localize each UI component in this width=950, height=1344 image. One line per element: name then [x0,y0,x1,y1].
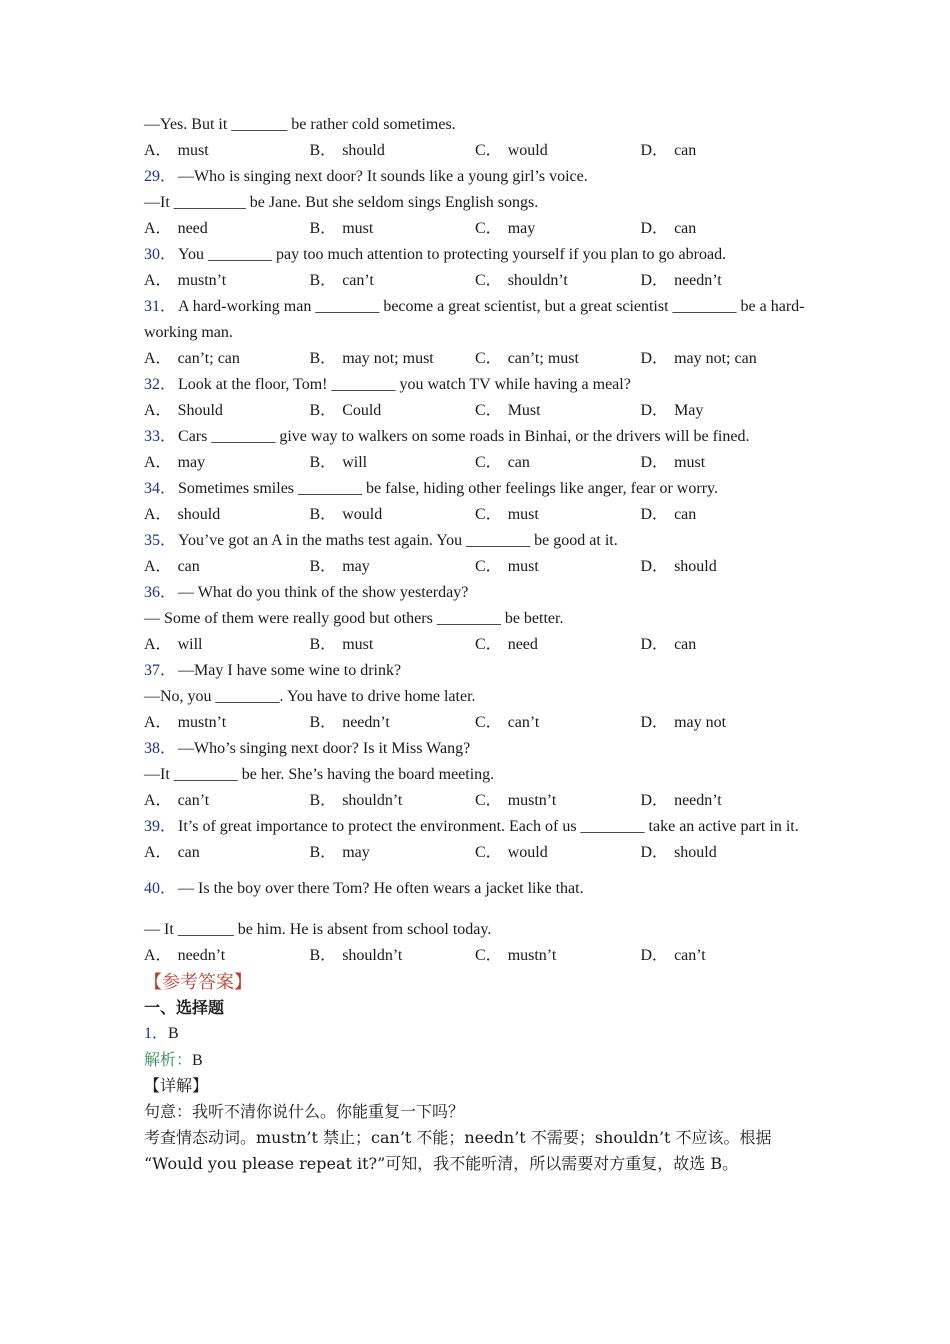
question-text: A hard-working man ________ become a great scientist, but a great scientist ________ be a hard-working man. [144,298,805,341]
question-number: 33． [144,428,177,445]
option-letter: C． [475,506,502,523]
option-letter: B． [309,792,337,809]
option-text: can’t; must [507,350,579,367]
option-letter: D． [640,844,669,861]
option-text: needn’t [674,272,722,289]
question-item [144,736,806,814]
option-a [144,788,310,814]
option-text: will [177,636,203,653]
question-number: 30． [144,246,177,263]
option-letter: A． [144,272,172,289]
option-text: would [342,506,383,523]
option-a [144,398,310,424]
option-a [144,632,310,658]
option-text: needn’t [177,947,226,964]
option-letter: A． [144,220,172,237]
question-item [144,528,806,580]
question-line: —It _________ be Jane. But she seldom sings English songs. [144,194,539,211]
question-stem [144,424,806,450]
option-letter: C． [475,350,502,367]
option-text: Must [507,402,541,419]
option-letter: C． [475,142,502,159]
question-options [144,268,806,294]
option-text: may not [674,714,727,731]
option-c [475,840,641,866]
option-text: may [507,220,536,237]
option-letter: B． [309,558,337,575]
question-stem [144,164,806,190]
question-stem [144,658,806,684]
question-text: —Who’s singing next door? Is it Miss Wang? [178,740,471,757]
option-letter: D． [640,402,669,419]
question-text: Look at the floor, Tom! ________ you watch TV while having a meal? [178,376,631,393]
option-letter: A． [144,402,172,419]
option-text: can’t [507,714,540,731]
option-b [310,840,476,866]
option-text: need [507,636,538,653]
option-letter: A． [144,636,172,653]
question-line: — It _______ be him. He is absent from school today. [144,921,492,938]
option-a [144,840,310,866]
option-text: can’t [177,792,210,809]
question-item [144,580,806,658]
option-text: may not; must [342,350,434,367]
question-options [144,632,806,658]
option-text: may [342,558,370,575]
option-text: can [507,454,530,471]
question-options [144,710,806,736]
option-c [475,216,641,242]
option-letter: B． [309,844,337,861]
option-text: should [674,558,717,575]
question-item [144,294,806,372]
question-number: 31． [144,298,177,315]
question-number: 37． [144,662,177,679]
option-text: shouldn’t [342,792,403,809]
option-text: may [342,844,370,861]
option-text: Could [342,402,382,419]
question-text: You’ve got an A in the maths test again. You ________ be good at it. [178,532,618,549]
option-text: needn’t [674,792,722,809]
question-line: — Some of them were really good but others ________ be better. [144,610,564,627]
analysis-value: B [192,1052,203,1069]
option-d [641,840,807,866]
option-text: mustn’t [507,947,557,964]
option-letter: C． [475,454,502,471]
option-letter: A． [144,844,172,861]
option-b [310,346,476,372]
option-letter: A． [144,792,172,809]
option-b [310,632,476,658]
question-number: 39． [144,818,177,835]
intro-options [144,138,806,164]
answer-number: 1． [144,1025,169,1042]
option-d [641,632,807,658]
option-letter: B． [309,220,337,237]
question-list [144,164,806,969]
option-letter: D． [640,272,669,289]
question-options [144,398,806,424]
question-item [144,242,806,294]
question-text: — Is the boy over there Tom? He often wears a jacket like that. [178,880,584,897]
option-letter: C． [475,220,502,237]
option-text: must [342,220,374,237]
option-b [310,502,476,528]
option-text: should [342,142,385,159]
option-d [641,710,807,736]
sentence-meaning: 句意：我听不清你说什么。你能重复一下吗？ [144,1102,465,1121]
question-number: 35． [144,532,177,549]
question-stem [144,736,806,762]
option-d [641,216,807,242]
detail-label: 【详解】 [144,1076,209,1095]
option-text: can [674,142,697,159]
answer-1 [144,1021,806,1047]
option-text: Should [177,402,223,419]
question-text: You ________ pay too much attention to protecting yourself if you plan to go abroad. [178,246,727,263]
question-stem [144,814,806,840]
option-text: mustn’t [507,792,557,809]
question-number: 32． [144,376,177,393]
option-text: shouldn’t [342,947,403,964]
option-text: should [674,844,717,861]
analysis-line [144,1047,806,1073]
question-text: —May I have some wine to drink? [178,662,402,679]
question-options [144,788,806,814]
option-text: mustn’t [177,272,227,289]
option-a [144,346,310,372]
question-options [144,840,806,866]
option-d [641,346,807,372]
option-c [475,788,641,814]
analysis-label: 解析： [144,1050,193,1069]
option-letter: B． [309,142,337,159]
option-letter: C． [475,792,502,809]
question-options [144,943,806,969]
option-text: would [507,142,548,159]
option-letter: A． [144,947,172,964]
question-item [144,658,806,736]
option-d [641,502,807,528]
answer-value: B [168,1025,179,1042]
option-letter: C． [475,558,502,575]
option-text: mustn’t [177,714,227,731]
question-line: —It ________ be her. She’s having the board meeting. [144,766,495,783]
question-item [144,876,806,969]
option-c [475,346,641,372]
option-b [310,268,476,294]
option-text: must [177,142,209,159]
option-text: can [674,506,697,523]
option-text: can [177,844,200,861]
explanation: 考查情态动词。mustn’t 禁止；can’t 不能；needn’t 不需要；shouldn’t 不应该。根据 “Would you please repeat it?”可知，我不能听清，所以需要对方重复，故选 B。 [144,1128,772,1173]
option-text: will [342,454,368,471]
option-text: must [674,454,706,471]
question-number: 36． [144,584,177,601]
question-text: It’s of great importance to protect the environment. Each of us ________ take an active part in it. [178,818,799,835]
question-text: Cars ________ give way to walkers on some roads in Binhai, or the drivers will be fined. [178,428,750,445]
option-letter: B． [309,454,337,471]
option-letter: D． [640,142,669,159]
option-letter: D． [640,506,669,523]
option-d [641,268,807,294]
option-text: can [674,220,697,237]
question-item [144,164,806,242]
option-d [641,398,807,424]
question-options [144,216,806,242]
option-text: can’t; can [177,350,240,367]
option-letter: C． [475,714,502,731]
question-stem [144,580,806,606]
option-d [641,554,807,580]
option-a [144,710,310,736]
option-c [475,632,641,658]
question-stem [144,242,806,268]
option-a [144,138,310,164]
question-number: 40． [144,880,177,897]
option-c [475,502,641,528]
option-d [641,788,807,814]
question-stem [144,294,806,346]
question-item [144,476,806,528]
option-letter: B． [309,402,337,419]
option-letter: B． [309,947,337,964]
question-number: 34． [144,480,177,497]
option-c [475,554,641,580]
option-text: can [674,636,697,653]
option-letter: A． [144,142,172,159]
option-b [310,138,476,164]
question-item [144,424,806,476]
option-b [310,943,476,969]
option-text: should [177,506,221,523]
option-text: can [177,558,200,575]
option-text: shouldn’t [507,272,568,289]
option-text: must [507,558,539,575]
option-text: can’t [342,272,374,289]
option-a [144,268,310,294]
option-b [310,710,476,736]
option-c [475,268,641,294]
question-item [144,814,806,866]
option-text: would [507,844,548,861]
option-letter: B． [309,636,337,653]
answer-section-title: 一、选择题 [144,998,225,1017]
option-letter: D． [640,714,669,731]
option-a [144,943,310,969]
option-letter: A． [144,506,172,523]
option-letter: D． [640,636,669,653]
intro-line: —Yes. But it _______ be rather cold sometimes. [144,116,456,133]
option-a [144,554,310,580]
option-text: may [177,454,206,471]
option-c [475,450,641,476]
option-text: must [342,636,374,653]
option-text: must [507,506,539,523]
option-letter: C． [475,402,502,419]
answer-header: 【参考答案】 [144,972,252,992]
option-letter: C． [475,636,502,653]
option-letter: B． [309,714,337,731]
option-d [641,450,807,476]
option-c [475,710,641,736]
option-a [144,216,310,242]
question-stem [144,528,806,554]
option-letter: B． [309,272,337,289]
option-text: need [177,220,208,237]
question-line: —No, you ________. You have to drive home later. [144,688,476,705]
option-letter: B． [309,506,337,523]
question-number: 29． [144,168,177,185]
question-options [144,346,806,372]
option-text: May [674,402,704,419]
option-letter: C． [475,844,502,861]
option-letter: A． [144,454,172,471]
option-b [310,554,476,580]
option-letter: A． [144,350,172,367]
question-options [144,554,806,580]
option-d [641,943,807,969]
question-item [144,372,806,424]
option-text: needn’t [342,714,390,731]
question-text: Sometimes smiles ________ be false, hiding other feelings like anger, fear or worry. [178,480,718,497]
option-letter: D． [640,947,669,964]
option-a [144,502,310,528]
option-d [641,138,807,164]
option-letter: C． [475,947,502,964]
option-letter: D． [640,454,669,471]
option-c [475,138,641,164]
question-text: — What do you think of the show yesterday? [178,584,469,601]
option-b [310,398,476,424]
option-letter: D． [640,558,669,575]
document-content [144,112,806,1177]
question-options [144,502,806,528]
question-options [144,450,806,476]
option-b [310,788,476,814]
option-letter: D． [640,792,669,809]
option-b [310,450,476,476]
option-text: may not; can [674,350,757,367]
option-letter: C． [475,272,502,289]
option-c [475,943,641,969]
question-stem [144,876,806,902]
option-a [144,450,310,476]
question-stem [144,372,806,398]
option-text: can’t [674,947,706,964]
option-letter: D． [640,220,669,237]
option-letter: A． [144,714,172,731]
question-text: —Who is singing next door? It sounds like a young girl’s voice. [178,168,588,185]
question-stem [144,476,806,502]
option-letter: D． [640,350,669,367]
question-number: 38． [144,740,177,757]
option-b [310,216,476,242]
option-letter: B． [309,350,337,367]
option-c [475,398,641,424]
option-letter: A． [144,558,172,575]
